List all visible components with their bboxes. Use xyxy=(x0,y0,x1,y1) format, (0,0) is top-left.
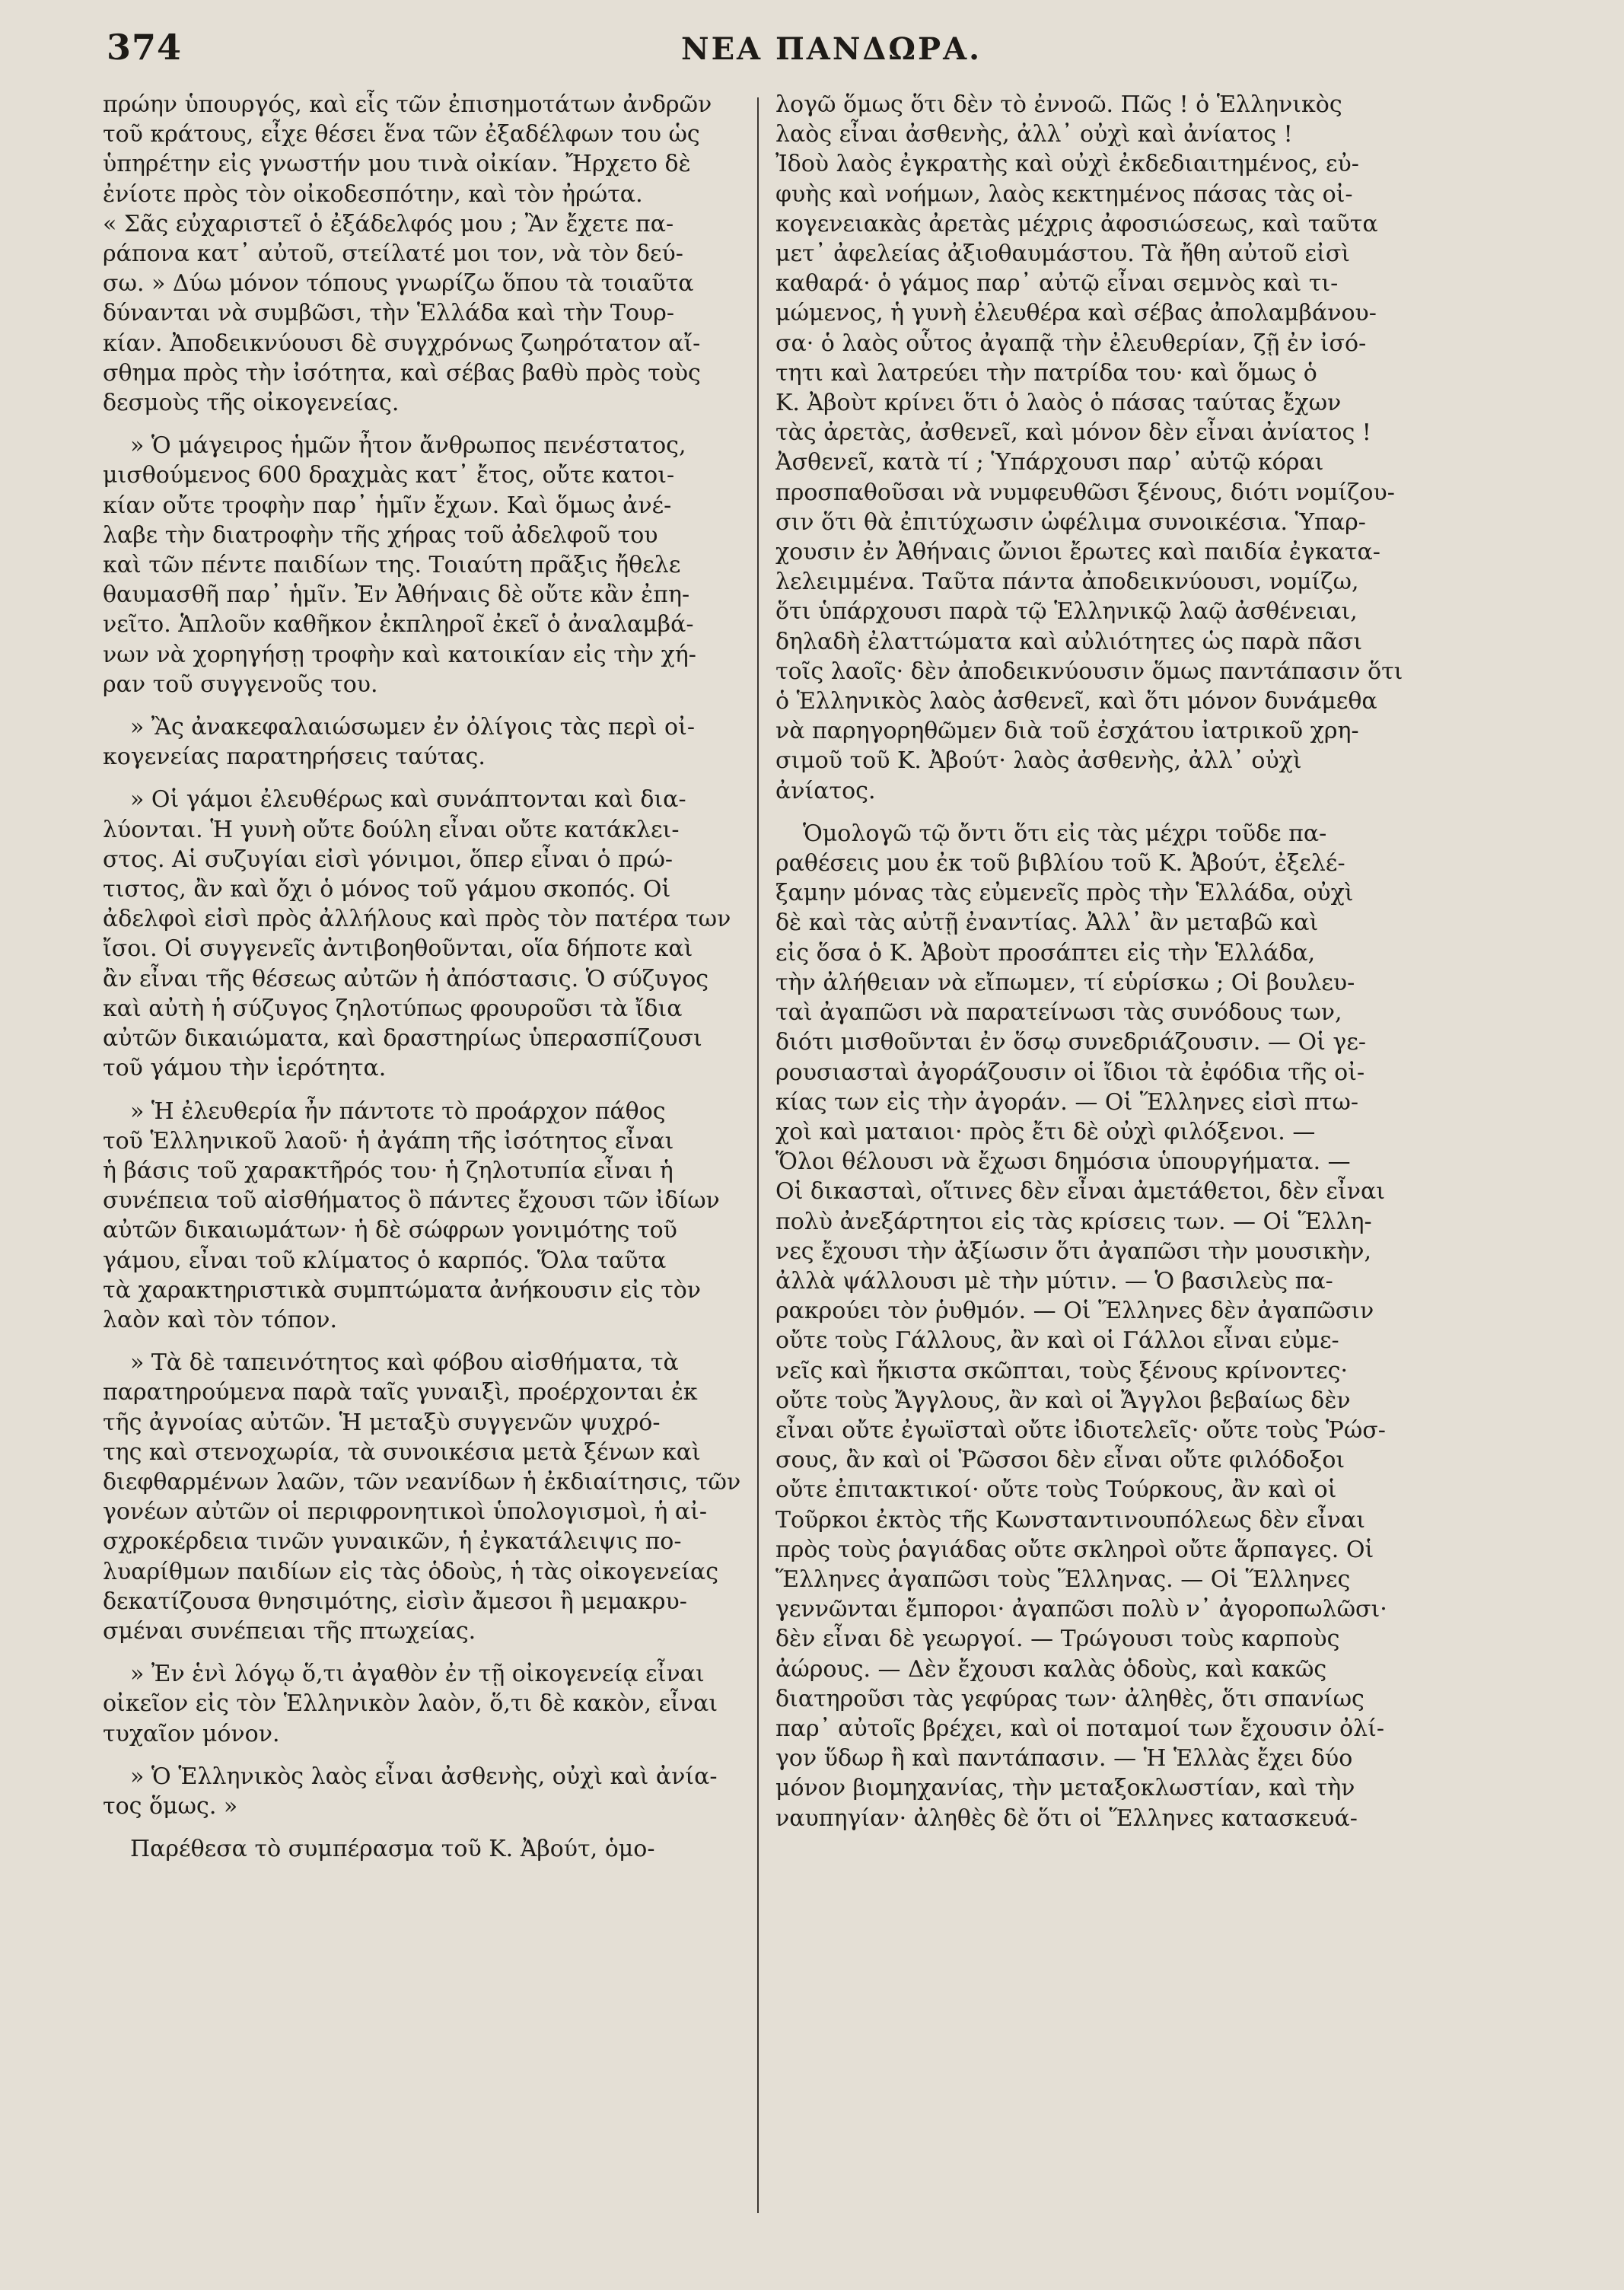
paragraph: » Ἐν ἑνὶ λόγῳ ὅ,τι ἀγαθὸν ἐν τῇ οἰκογενείᾳ εἶναι οἰκεῖον εἰς τὸν Ἑλληνικὸν λαὸν, ὅ,τι δὲ κακὸν, εἶναι τυχαῖον μόνον. xyxy=(103,1661,718,1747)
paragraph: » Ὁ μάγειρος ἡμῶν ἦτον ἄνθρωπος πενέστατος, μισθούμενος 600 δραχμὰς κατ᾽ ἔτος, οὔτε κατοι- κίαν οὔτε τροφὴν παρ᾽ ἡμῖν ἔχων. Καὶ ὅμως ἀνέ- λαβε τὴν διατροφὴν τῆς χήρας τοῦ ἀδελφοῦ του καὶ τῶν πέντε παιδίων της. Τοιαύτη πρᾶξις ἤθελε θαυμασθῆ παρ᾽ ἡμῖν. Ἐν Ἀθήναις δὲ οὔτε κἂν ἐπη- νεῖτο. Ἁπλοῦν καθῆκον ἐκπληροῖ ἐκεῖ ὁ ἀναλαμβά- νων νὰ χορηγήσῃ τροφὴν καὶ κατοικίαν εἰς τὴν χή- ραν τοῦ συγγενοῦς του. xyxy=(103,432,696,698)
paragraph: Παρέθεσα τὸ συμπέρασμα τοῦ Κ. Ἀβούτ, ὁμο- xyxy=(130,1836,655,1863)
column-divider xyxy=(757,97,759,2213)
paragraph: πρώην ὑπουργός, καὶ εἷς τῶν ἐπισημοτάτων ἀνδρῶν τοῦ κράτους, εἶχε θέσει ἕνα τῶν ἐξαδέλφων του ὡς ὑπηρέτην εἰς γνωστήν μου τινὰ οἰκίαν. Ἤρχετο δὲ ἐνίοτε πρὸς τὸν οἰκοδεσπότην, καὶ τὸν ἠρώτα. « Σᾶς εὐχαριστεῖ ὁ ἐξάδελφός μου ; Ἂν ἔχετε πα- ράπονα κατ᾽ αὐτοῦ, στείλατέ μοι τον, νὰ τὸν δεύ- σω. » Δύω μόνον τόπους γνωρίζω ὅπου τὰ τοιαῦτα δύνανται νὰ συμβῶσι, τὴν Ἑλλάδα καὶ τὴν Τουρ- κίαν. Ἀποδεικνύουσι δὲ συγχρόνως ζωηρότατον αἴ- σθημα πρὸς τὴν ἰσότητα, καὶ σέβας βαθὺ πρὸς τοὺς δεσμοὺς τῆς οἰκογενείας. xyxy=(103,91,712,417)
page-number: 374 xyxy=(107,27,183,68)
paragraph: » Τὰ δὲ ταπεινότητος καὶ φόβου αἰσθήματα, τὰ παρατηρούμενα παρὰ ταῖς γυναιξὶ, προέρχονται ἐκ τῆς ἀγνοίας αὐτῶν. Ἡ μεταξὺ συγγενῶν ψυχρό- της καὶ στενοχωρία, τὰ συνοικέσια μετὰ ξένων καὶ διεφθαρμένων λαῶν, τῶν νεανίδων ἡ ἐκδιαίτησις, τῶν γονέων αὐτῶν οἱ περιφρονητικοὶ ὑπολογισμοὶ, ἡ αἰ- σχροκέρδεια τινῶν γυναικῶν, ἡ ἐγκατάλειψις πο- λυαρίθμων παιδίων εἰς τὰς ὁδοὺς, ἡ τὰς οἰκογενείας δεκατίζουσα θνησιμότης, εἰσὶν ἄμεσοι ἢ μεμακρυ- σμέναι συνέπειαι τῆς πτωχείας. xyxy=(103,1349,741,1645)
running-title: ΝΕΑ ΠΑΝΔΩΡΑ. xyxy=(681,31,982,67)
paragraph: » Ὁ Ἑλληνικὸς λαὸς εἶναι ἀσθενὴς, οὐχὶ καὶ ἀνία- τος ὅμως. » xyxy=(103,1763,718,1820)
page-header xyxy=(107,27,1533,88)
right-column xyxy=(775,90,1438,2266)
paragraph: Ὁμολογῶ τῷ ὄντι ὅτι εἰς τὰς μέχρι τοῦδε πα- ραθέσεις μου ἐκ τοῦ βιβλίου τοῦ Κ. Ἀβούτ, ἐξελέ- ξαμην μόνας τὰς εὐμενεῖς πρὸς τὴν Ἑλλάδα, οὐχὶ δὲ καὶ τὰς αὐτῇ ἐναντίας. Ἀλλ᾽ ἂν μεταβῶ καὶ εἰς ὅσα ὁ Κ. Ἀβοὺτ προσάπτει εἰς τὴν Ἑλλάδα, τὴν ἀλήθειαν νὰ εἴπωμεν, τί εὑρίσκω ; Οἱ βουλευ- ταὶ ἀγαπῶσι νὰ παρατείνωσι τὰς συνόδους των, διότι μισθοῦνται ἐν ὅσῳ συνεδριάζουσιν. — Οἱ γε- ρουσιασταὶ ἀγοράζουσιν οἱ ἴδιοι τὰ ἐφόδια τῆς οἰ- κίας των εἰς τὴν ἀγοράν. — Οἱ Ἕλληνες εἰσὶ πτω- χοὶ καὶ ματαιοι· πρὸς ἔτι δὲ οὐχὶ φιλόξενοι. — Ὅλοι θέλουσι νὰ ἔχωσι δημόσια ὑπουργήματα. — Οἱ δικασταὶ, οἵτινες δὲν εἶναι ἀμετάθετοι, δὲν εἶναι πολὺ ἀνεξάρτητοι εἰς τὰς κρίσεις των. — Οἱ Ἕλλη- νες ἔχουσι τὴν ἀξίωσιν ὅτι ἀγαπῶσι τὴν μουσικὴν, ἀλλὰ ψάλλουσι μὲ τὴν μύτιν. — Ὁ βασιλεὺς πα- ρακρούει τὸν ῥυθμόν. — Οἱ Ἕλληνες δὲν ἀγαπῶσιν οὔτε τοὺς Γάλλους, ἂν καὶ οἱ Γάλλοι εἶναι εὐμε- νεῖς καὶ ἥκιστα σκῶπται, τοὺς ξένους κρίνοντες· οὔτε τοὺς Ἄγγλους, ἂν καὶ οἱ Ἄγγλοι βεβαίως δὲν εἶναι οὔτε ἐγωϊσταὶ οὔτε ἰδιοτελεῖς· οὔτε τοὺς Ῥώσ- σους, ἂν καὶ οἱ Ῥῶσσοι δὲν εἶναι οὔτε φιλόδοξοι οὔτε ἐπιτακτικοί· οὔτε τοὺς Τούρκους, ἂν καὶ οἱ Τοῦρκοι ἐκτὸς τῆς Κωνσταντινουπόλεως δὲν εἶναι πρὸς τοὺς ῥαγιάδας οὔτε σκληροὶ οὔτε ἅρπαγες. Οἱ Ἕλληνες ἀγαπῶσι τοὺς Ἕλληνας. — Οἱ Ἕλληνες γεννῶνται ἔμποροι· ἀγαπῶσι πολὺ ν᾽ ἀγοροπωλῶσι· δὲν εἶναι δὲ γεωργοί. — Τρώγουσι τοὺς καρποὺς ἀώρους. — Δὲν ἔχουσι καλὰς ὁδοὺς, καὶ κακῶς διατηροῦσι τὰς γεφύρας των· ἀληθὲς, ὅτι σπανίως παρ᾽ αὐτοῖς βρέχει, καὶ οἱ ποταμοί των ἔχουσιν ὀλί- γον ὕδωρ ἢ καὶ παντάπασιν. — Ἡ Ἑλλὰς ἔχει δύο μόνον βιομηχανίας, τὴν μεταξοκλωστίαν, καὶ τὴν ναυπηγίαν· ἀληθὲς δὲ ὅτι οἱ Ἕλληνες κατασκευά- xyxy=(775,820,1387,1832)
paragraph: » Ἂς ἀνακεφαλαιώσωμεν ἐν ὀλίγοις τὰς περὶ οἰ- κογενείας παρατηρήσεις ταύτας. xyxy=(103,714,696,771)
paragraph: » Ἡ ἐλευθερία ἦν πάντοτε τὸ προάρχον πάθος τοῦ Ἑλληνικοῦ λαοῦ· ἡ ἀγάπη τῆς ἰσότητος εἶναι ἡ βάσις τοῦ χαρακτῆρός του· ἡ ζηλοτυπία εἶναι ἡ συνέπεια τοῦ αἰσθήματος ὃ πάντες ἔχουσι τῶν ἰδίων αὐτῶν δικαιωμάτων· ἡ δὲ σώφρων γονιμότης τοῦ γάμου, εἶναι τοῦ κλίματος ὁ καρπός. Ὅλα ταῦτα τὰ χαρακτηριστικὰ συμπτώματα ἀνήκουσιν εἰς τὸν λαὸν καὶ τὸν τόπον. xyxy=(103,1097,720,1333)
paragraph: » Οἱ γάμοι ἐλευθέρως καὶ συνάπτονται καὶ δια- λύονται. Ἡ γυνὴ οὔτε δούλη εἶναι οὔτε κατάκλει- στος. Αἱ συζυγίαι εἰσὶ γόνιμοι, ὅπερ εἶναι ὁ πρώ- τιστος, ἂν καὶ ὄχι ὁ μόνος τοῦ γάμου σκοπός. Οἱ ἀδελφοὶ εἰσὶ πρὸς ἀλλήλους καὶ πρὸς τὸν πατέρα των ἴσοι. Οἱ συγγενεῖς ἀντιβοηθοῦνται, οἵα δήποτε καὶ ἂν εἶναι τῆς θέσεως αὐτῶν ἡ ἀπόστασις. Ὁ σύζυγος καὶ αὐτὴ ἡ σύζυγος ζηλοτύπως φρουροῦσι τὰ ἴδια αὐτῶν δικαιώματα, καὶ δραστηρίως ὑπερασπίζουσι τοῦ γάμου τὴν ἱερότητα. xyxy=(103,786,731,1082)
paragraph: λογῶ ὅμως ὅτι δὲν τὸ ἐννοῶ. Πῶς ! ὁ Ἑλληνικὸς λαὸς εἶναι ἀσθενὴς, ἀλλ᾽ οὐχὶ καὶ ἀνίατος ! Ἰδοὺ λαὸς ἐγκρατὴς καὶ οὐχὶ ἐκδεδιαιτημένος, εὐ- φυὴς καὶ νοήμων, λαὸς κεκτημένος πάσας τὰς οἰ- κογενειακὰς ἀρετὰς μέχρις ἀφοσιώσεως, καὶ ταῦτα μετ᾽ ἀφελείας ἀξιοθαυμάστου. Τὰ ἤθη αὐτοῦ εἰσὶ καθαρά· ὁ γάμος παρ᾽ αὐτῷ εἶναι σεμνὸς καὶ τι- μώμενος, ἡ γυνὴ ἐλευθέρα καὶ σέβας ἀπολαμβάνου- σα· ὁ λαὸς οὗτος ἀγαπᾷ τὴν ἐλευθερίαν, ζῇ ἐν ἰσό- τητι καὶ λατρεύει τὴν πατρίδα του· καὶ ὅμως ὁ Κ. Ἀβοὺτ κρίνει ὅτι ὁ λαὸς ὁ πάσας ταύτας ἔχων τὰς ἀρετὰς, ἀσθενεῖ, καὶ μόνον δὲν εἶναι ἀνίατος ! Ἀσθενεῖ, κατὰ τί ; Ὑπάρχουσι παρ᾽ αὐτῷ κόραι προσπαθοῦσαι νὰ νυμφευθῶσι ξένους, διότι νομίζου- σιν ὅτι θὰ ἐπιτύχωσιν ὠφέλιμα συνοικέσια. Ὑπαρ- χουσιν ἐν Ἀθήναις ὤνιοι ἔρωτες καὶ παιδία ἐγκατα- λελειμμένα. Ταῦτα πάντα ἀποδεικνύουσι, νομίζω, ὅτι ὑπάρχουσι παρὰ τῷ Ἑλληνικῷ λαῷ ἀσθένειαι, δηλαδὴ ἐλαττώματα καὶ αὐλιότητες ὡς παρὰ πᾶσι τοῖς λαοῖς· δὲν ἀποδεικνύουσιν ὅμως παντάπασιν ὅτι ὁ Ἑλληνικὸς λαὸς ἀσθενεῖ, καὶ ὅτι μόνον δυνάμεθα νὰ παρηγορηθῶμεν διὰ τοῦ ἐσχάτου ἰατρικοῦ χρη- σιμοῦ τοῦ Κ. Ἀβούτ· λαὸς ἀσθενὴς, ἀλλ᾽ οὐχὶ ἀνίατος. xyxy=(775,91,1403,804)
left-column xyxy=(103,90,750,2266)
